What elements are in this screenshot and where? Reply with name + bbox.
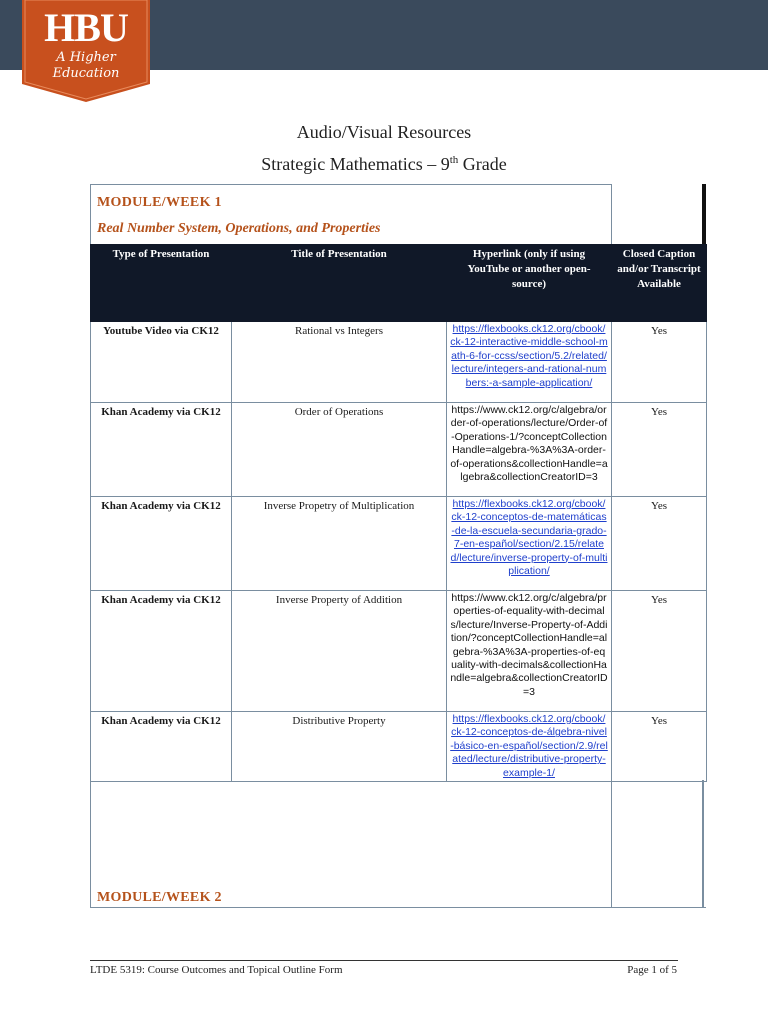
row-title: Rational vs Integers: [232, 322, 447, 403]
row-link-cell: [447, 322, 612, 403]
document-title: Audio/Visual Resources: [296, 122, 472, 142]
table-row: [91, 591, 707, 712]
row-link-cell: [447, 591, 612, 712]
table-row: [91, 712, 707, 782]
frame-border-bottom: [90, 907, 706, 908]
footer-divider: [90, 960, 678, 961]
row-hyperlink[interactable]: https://www.ck12.org/c/algebra/properties-of-equality-with-decimals/lecture/Inverse-Property-of-Addition/?conceptCollectionHandle=algebra-%3A%3A-properties-of-equality-with-decimals&collectionHandle=algebra&collectionCreatorID=3: [450, 592, 608, 698]
row-type: Khan Academy via CK12: [91, 403, 232, 497]
row-title: Distributive Property: [232, 712, 447, 782]
row-type: Khan Academy via CK12: [91, 497, 232, 591]
row-hyperlink[interactable]: https://www.ck12.org/c/algebra/order-of-operations/lecture/Order-of-Operations-1/?conceptCollectionHandle=algebra-%3A%3A-order-of-operations&collectionHandle=algebra&collectionCreatorID=3: [450, 404, 608, 484]
row-hyperlink[interactable]: https://flexbooks.ck12.org/cbook/ck-12-conceptos-de-matemáticas-de-la-escuela-secundaria-grado-7-en-español/section/2.15/related/lecture/inverse-property-of-multiplication/: [450, 498, 608, 578]
frame-border-dark: [702, 184, 706, 244]
row-link-cell: [447, 497, 612, 591]
table-row: [91, 497, 707, 591]
row-type: Youtube Video via CK12: [91, 322, 232, 403]
logo-tagline: A Higher Education: [52, 50, 120, 81]
row-hyperlink[interactable]: https://flexbooks.ck12.org/cbook/ck-12-conceptos-de-álgebra-nivel-básico-en-español/section/2.9/related/lecture/distributive-property-example-1/: [450, 713, 608, 779]
row-title: Order of Operations: [232, 403, 447, 497]
table-header-row: [91, 245, 707, 322]
footer-form-title: LTDE 5319: Course Outcomes and Topical Outline Form: [90, 964, 343, 976]
table-row: [91, 403, 707, 497]
row-hyperlink[interactable]: https://flexbooks.ck12.org/cbook/ck-12-interactive-middle-school-math-6-for-ccss/section/5.2/related/lecture/integers-and-rational-numbers:-a-sample-application/: [450, 323, 608, 389]
footer-page-number: Page 1 of 5: [627, 964, 677, 976]
row-caption: Yes: [612, 497, 707, 591]
header-title: Title of Presentation: [232, 245, 447, 322]
header-caption: Closed Caption and/or Transcript Available: [612, 245, 707, 322]
hbu-logo[interactable]: [22, 0, 150, 102]
logo-text: HBU: [44, 5, 128, 50]
row-caption: Yes: [612, 712, 707, 782]
row-type: Khan Academy via CK12: [91, 712, 232, 782]
subtitle-superscript: th: [449, 154, 459, 166]
header-type: Type of Presentation: [91, 245, 232, 322]
frame-border-right: [702, 780, 704, 908]
module-1-heading: MODULE/WEEK 1: [97, 195, 222, 210]
row-title: Inverse Property of Addition: [232, 591, 447, 712]
table-row: [91, 322, 707, 403]
subtitle-text: Strategic Mathematics – 9: [261, 154, 450, 174]
frame-border-top: [90, 184, 611, 185]
document-subtitle: [0, 154, 768, 175]
header-link: Hyperlink (only if using YouTube or another open-source): [447, 245, 612, 322]
module-2-heading: MODULE/WEEK 2: [97, 890, 222, 905]
row-link-cell: [447, 712, 612, 782]
row-caption: Yes: [612, 403, 707, 497]
subtitle-suffix: Grade: [458, 154, 507, 174]
frame-inner-divider: [611, 780, 612, 908]
row-caption: Yes: [612, 591, 707, 712]
row-title: Inverse Propetry of Multiplication: [232, 497, 447, 591]
resources-table: [90, 244, 707, 782]
row-caption: Yes: [612, 322, 707, 403]
row-type: Khan Academy via CK12: [91, 591, 232, 712]
row-link-cell: [447, 403, 612, 497]
module-1-subheading: Real Number System, Operations, and Properties: [97, 221, 381, 236]
frame-divider: [611, 184, 612, 244]
